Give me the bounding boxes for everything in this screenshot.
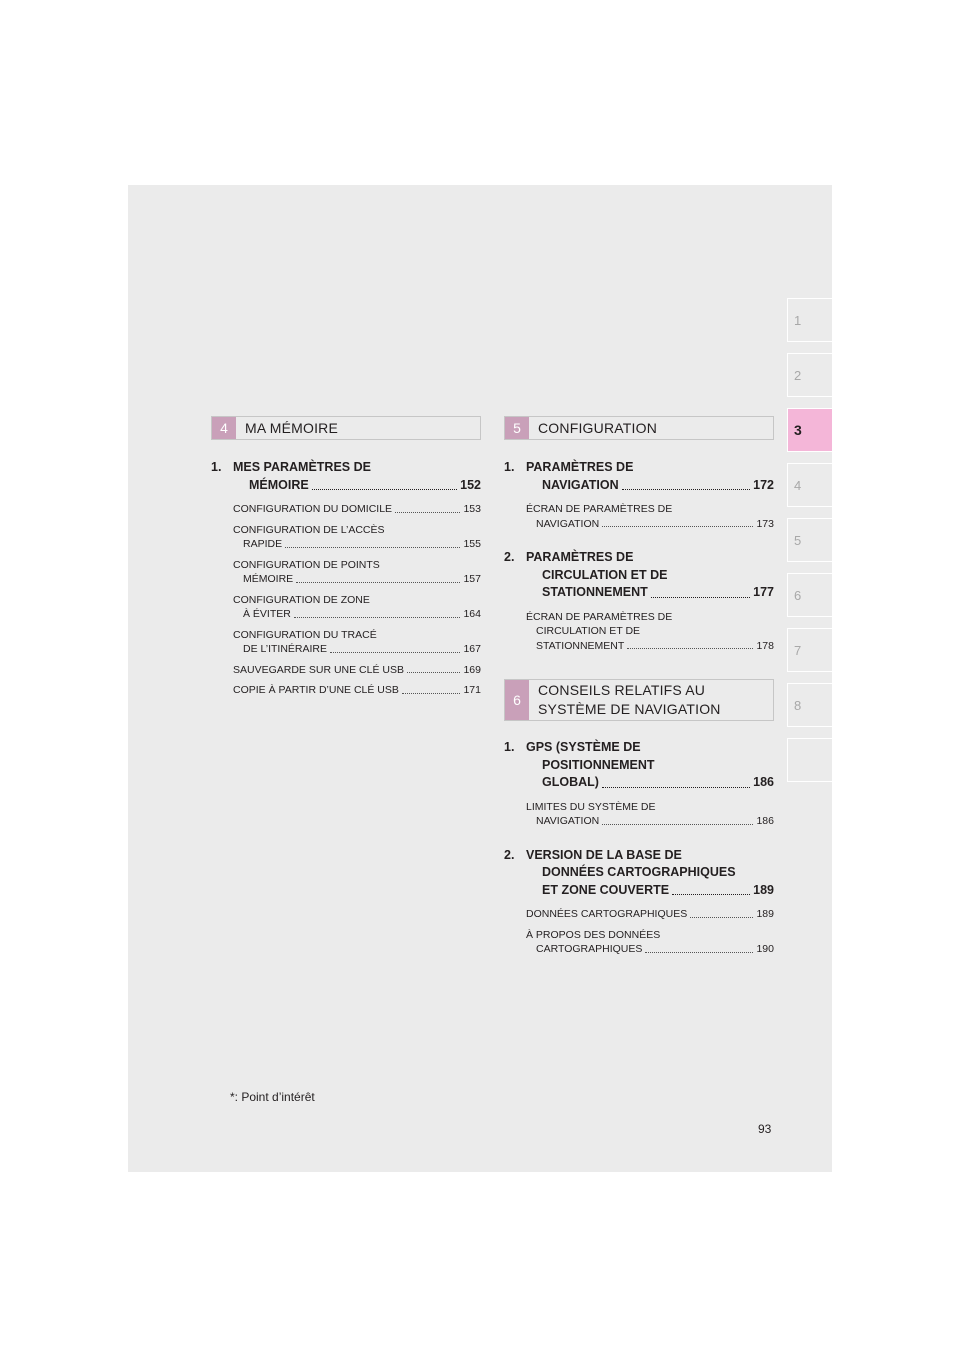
chapter-tab-2[interactable]: 2 xyxy=(787,353,832,397)
section-header xyxy=(211,416,481,440)
toc-subentry[interactable]: ÉCRAN DE PARAMÈTRES DE NAVIGATION 173 xyxy=(526,503,774,530)
footnote: *: Point d’intérêt xyxy=(230,1090,315,1104)
toc-entry[interactable]: 1. GPS (SYSTÈME DE POSITIONNEMENT GLOBAL) 186 xyxy=(504,739,774,792)
toc-entry[interactable]: 2. VERSION DE LA BASE DE DONNÉES CARTOGRAPHIQUES ET ZONE COUVERTE 189 xyxy=(504,847,774,900)
toc-subentry[interactable]: SAUVEGARDE SUR UNE CLÉ USB 169 xyxy=(233,663,481,676)
page-ref: 186 xyxy=(753,775,774,789)
chapter-tab-8[interactable]: 8 xyxy=(787,683,832,727)
page-number: 93 xyxy=(758,1122,772,1136)
toc-subentry[interactable]: CONFIGURATION DU TRACÉ DE L’ITINÉRAIRE 167 xyxy=(233,628,481,655)
section-number: 4 xyxy=(212,417,236,439)
section-title: CONSEILS RELATIFS AU SYSTÈME DE NAVIGATION xyxy=(538,682,721,717)
section-header xyxy=(504,416,774,440)
toc-subentry[interactable]: CONFIGURATION DE POINTS MÉMOIRE 157 xyxy=(233,558,481,585)
toc-entry[interactable]: 1. MES PARAMÈTRES DE MÉMOIRE 152 xyxy=(211,459,481,494)
section-number: 5 xyxy=(505,417,529,439)
toc-subentry[interactable]: DONNÉES CARTOGRAPHIQUES 189 xyxy=(526,908,774,920)
page-ref: 172 xyxy=(753,477,774,492)
toc-subentry[interactable]: CONFIGURATION DU DOMICILE 153 xyxy=(233,503,481,515)
chapter-tab-7[interactable]: 7 xyxy=(787,628,832,672)
section-6 xyxy=(504,679,774,957)
chapter-tab-3[interactable]: 3 xyxy=(787,408,832,452)
toc-subentry[interactable]: À PROPOS DES DONNÉES CARTOGRAPHIQUES 190 xyxy=(526,928,774,955)
section-title: MA MÉMOIRE xyxy=(245,420,339,436)
chapter-tab-1[interactable]: 1 xyxy=(787,298,832,342)
page-ref: 152 xyxy=(460,477,481,492)
toc-subentry[interactable]: ÉCRAN DE PARAMÈTRES DE CIRCULATION ET DE STATIONNEMENT 178 xyxy=(526,610,774,652)
chapter-tab-blank[interactable] xyxy=(787,738,832,782)
section-number: 6 xyxy=(505,680,529,720)
toc-entry[interactable]: 2. PARAMÈTRES DE CIRCULATION ET DE STATIONNEMENT 177 xyxy=(504,549,774,602)
section-4 xyxy=(211,416,481,698)
page-ref: 189 xyxy=(753,882,774,897)
toc-subentry[interactable]: COPIE À PARTIR D’UNE CLÉ USB 171 xyxy=(233,684,481,696)
page-ref: 177 xyxy=(753,585,774,599)
section-header xyxy=(504,679,774,721)
toc-subentry[interactable]: LIMITES DU SYSTÈME DE NAVIGATION 186 xyxy=(526,800,774,827)
toc-subentry[interactable]: CONFIGURATION DE ZONE À ÉVITER 164 xyxy=(233,593,481,620)
section-5 xyxy=(504,416,774,653)
chapter-tab-6[interactable]: 6 xyxy=(787,573,832,617)
toc-subentry[interactable]: CONFIGURATION DE L’ACCÈS RAPIDE 155 xyxy=(233,523,481,550)
chapter-tab-4[interactable]: 4 xyxy=(787,463,832,507)
toc-entry[interactable]: 1. PARAMÈTRES DE NAVIGATION 172 xyxy=(504,459,774,494)
section-title: CONFIGURATION xyxy=(538,420,658,436)
chapter-tab-5[interactable]: 5 xyxy=(787,518,832,562)
